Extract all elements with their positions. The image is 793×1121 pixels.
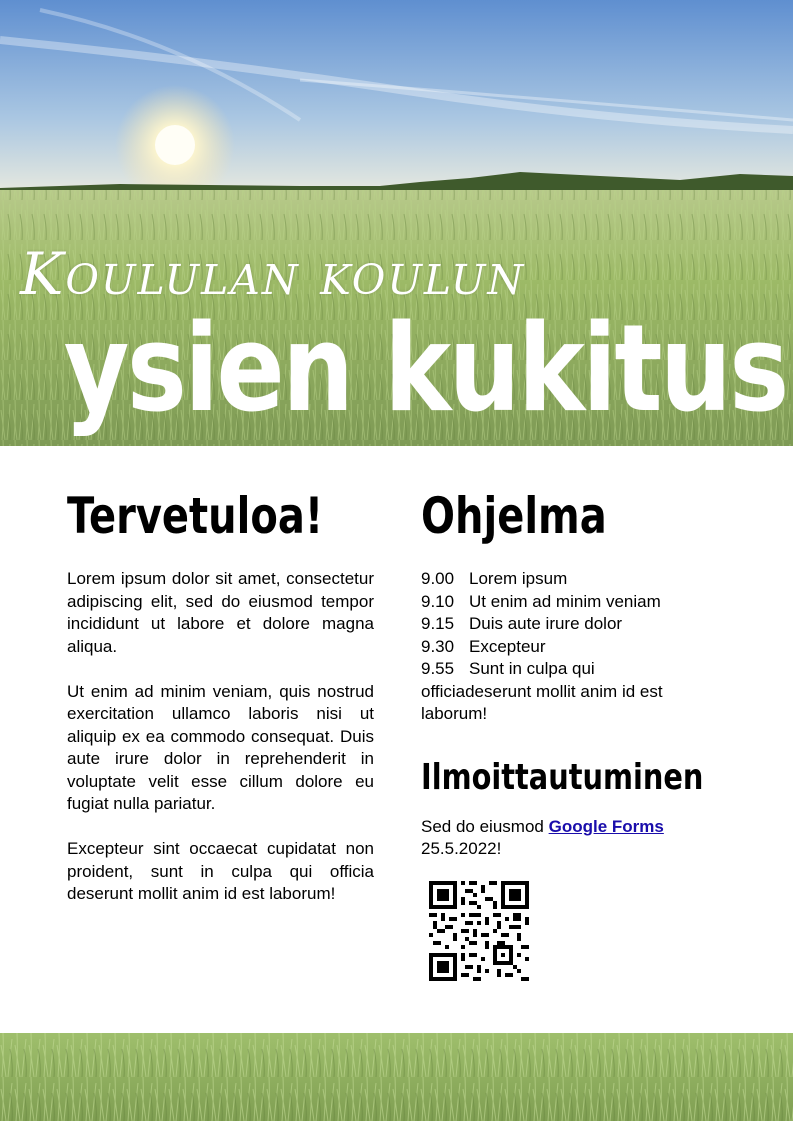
welcome-section: [67, 476, 374, 906]
registration-intro: Sed do eiusmod: [421, 816, 544, 836]
header-image: [0, 0, 793, 446]
program-item: [421, 613, 721, 636]
program-time: 9.30: [421, 636, 455, 656]
program-heading: Ohjelma: [421, 487, 607, 545]
qr-code-image[interactable]: [429, 881, 529, 981]
program-text: Excepteur: [469, 636, 546, 656]
program-list: [421, 568, 721, 726]
program-time: 9.10: [421, 591, 455, 611]
program-item-continuation: officiadeserunt mollit anim id est laborum!: [421, 681, 663, 723]
welcome-paragraph: Ut enim ad minim veniam, quis nostrud exercitation ullamco laboris nisi ut aliquip ex ea commodo consequat. Duis aute irure dolor in reprehenderit in voluptate velit esse cillum dolore eu fugiat nulla pariatur.: [67, 681, 374, 813]
school-name-title: Koululan koulun: [20, 240, 526, 308]
grass-strip-image: [0, 1033, 793, 1121]
google-forms-link[interactable]: Google Forms: [548, 816, 664, 836]
footer-grass-image: [0, 1033, 793, 1121]
program-text: Duis aute irure dolor: [469, 614, 623, 633]
program-item: [421, 568, 721, 591]
program-text: Sunt in culpa qui: [469, 659, 595, 678]
registration-text: [421, 816, 721, 861]
program-item: [421, 591, 721, 614]
program-item: [421, 658, 721, 681]
program-section: [421, 476, 721, 986]
welcome-paragraph: Lorem ipsum dolor sit amet, consectetur adipiscing elit, sed do eiusmod tempor incididunt ut labore et dolore magna aliqua.: [67, 569, 374, 656]
program-text: Lorem ipsum: [469, 569, 568, 588]
program-time: 9.00: [421, 569, 455, 588]
event-title: ysien kukitus: [63, 300, 787, 439]
program-time: 9.55: [421, 659, 455, 678]
welcome-heading: Tervetuloa!: [67, 487, 324, 545]
program-time: 9.15: [421, 614, 455, 633]
welcome-paragraph: Excepteur sint occaecat cupidatat non proident, sunt in culpa qui officia deserunt mollit anim id est laborum!: [67, 839, 374, 903]
program-text: Ut enim ad minim veniam: [469, 591, 661, 611]
program-item: [421, 636, 721, 659]
registration-date: 25.5.2022!: [421, 839, 502, 858]
registration-heading: Ilmoittautuminen: [421, 756, 704, 798]
